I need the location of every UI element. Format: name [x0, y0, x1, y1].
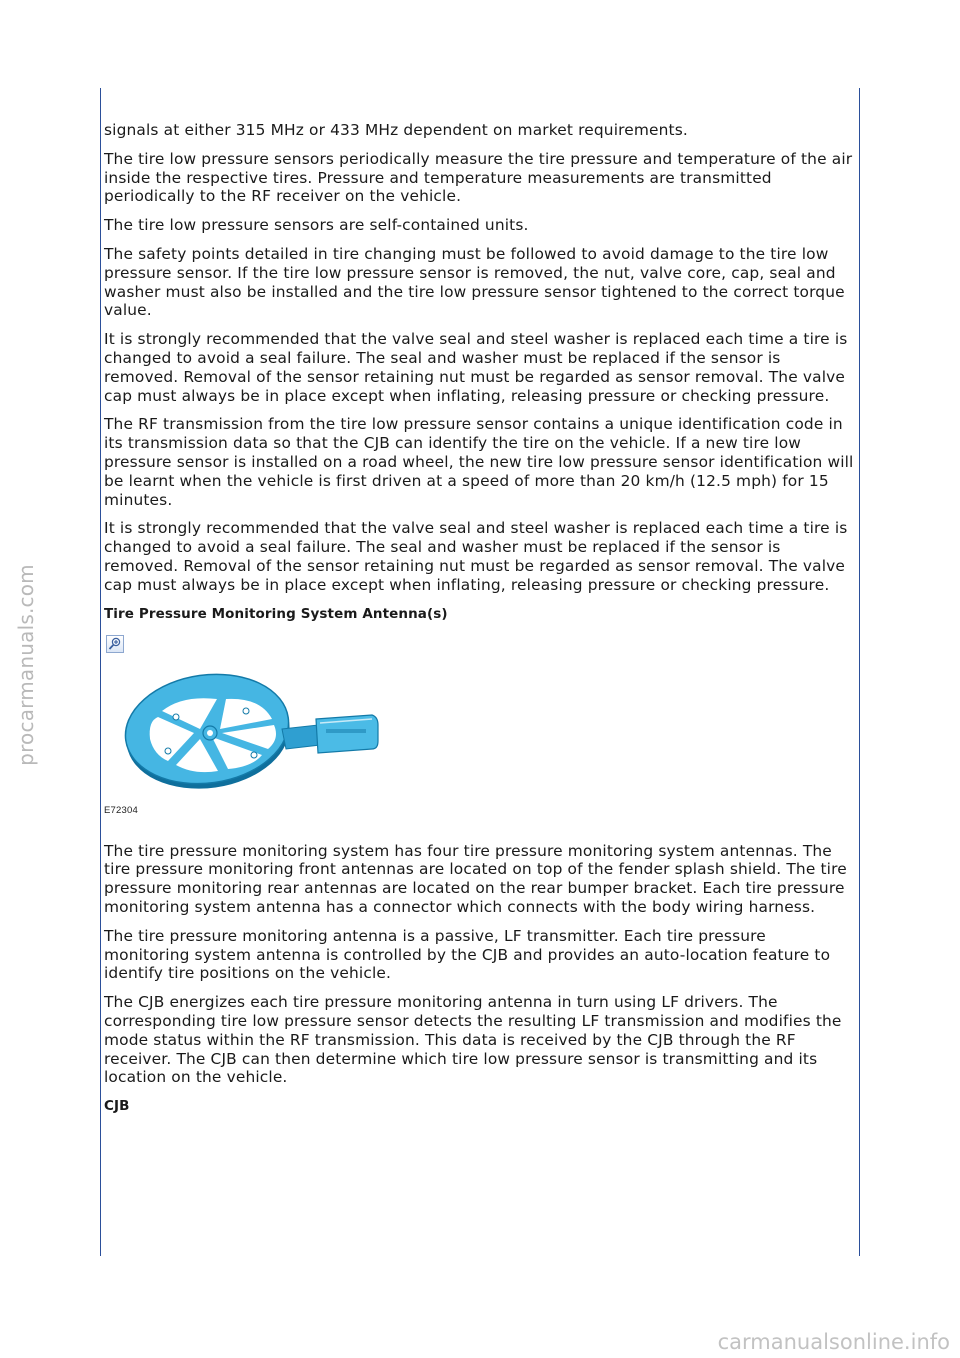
side-watermark	[6, 550, 46, 780]
left-margin-rule	[100, 88, 101, 1256]
paragraph: The RF transmission from the tire low pressure sensor contains a unique identification code in its transmission data so that the CJB can identify the tire on the vehicle. If a new tire low pressure sensor is installed on a road wheel, the new tire low pressure sensor identification will be learnt when the vehicle is first driven at a speed of more than 20 km/h (12.5 mph) for 15 minutes.	[104, 415, 854, 509]
paragraph: The safety points detailed in tire changing must be followed to avoid damage to the tire low pressure sensor. If the tire low pressure sensor is removed, the nut, valve core, cap, seal and washer must also be installed and the tire low pressure sensor tightened to the correct torque value.	[104, 244, 845, 320]
paragraph: It is strongly recommended that the valve seal and steel washer is replaced each time a tire is changed to avoid a seal failure. The seal and washer must be replaced if the sensor is removed. Removal of the sensor retaining nut must be regarded as sensor removal. The valve cap must always be in place except when inflating, releasing pressure or checking pressure.	[104, 330, 848, 405]
paragraph: The tire low pressure sensors periodically measure the tire pressure and temperature of the air inside the respective tires. Pressure and temperature measurements are transmitted periodically to the RF receiver on the vehicle.	[104, 149, 853, 206]
paragraph: The tire pressure monitoring system has four tire pressure monitoring system antennas. The tire pressure monitoring front antennas are located on top of the fender splash shield. The tire pressure monitoring rear antennas are located on the rear bumper bracket. Each tire pressure monitoring system antenna has a connector which connects with the body wiring harness.	[104, 841, 847, 916]
document-body	[104, 121, 856, 1123]
figure-label: E72304	[104, 804, 138, 816]
antenna-section-heading: Tire Pressure Monitoring System Antenna(s)	[104, 605, 448, 622]
cjb-section-heading: CJB	[104, 1098, 130, 1115]
paragraph: The tire pressure monitoring antenna is a passive, LF transmitter. Each tire pressure monitoring system antenna is controlled by the CJB and provides an auto-location feature to identify tire positions on the vehicle.	[104, 926, 831, 983]
paragraph: signals at either 315 MHz or 433 MHz dependent on market requirements.	[104, 121, 688, 139]
antenna-illustration	[122, 659, 392, 799]
antenna-figure	[104, 635, 856, 830]
bottom-watermark: carmanualsonline.info	[717, 1330, 950, 1354]
right-margin-rule	[859, 88, 860, 1256]
zoom-in-icon[interactable]	[106, 635, 124, 653]
side-watermark-text: procarmanuals.com	[14, 564, 39, 766]
paragraph: The tire low pressure sensors are self-contained units.	[104, 216, 529, 235]
paragraph: It is strongly recommended that the valve seal and steel washer is replaced each time a tire is changed to avoid a seal failure. The seal and washer must be replaced if the sensor is removed. Removal of the sensor retaining nut must be regarded as sensor removal. The valve cap must always be in place except when inflating, releasing pressure or checking pressure.	[104, 519, 848, 594]
paragraph: The CJB energizes each tire pressure monitoring antenna in turn using LF drivers. The corresponding tire low pressure sensor detects the resulting LF transmission and modifies the mode status within the RF transmission. This data is received by the CJB through the RF receiver. The CJB can then determine which tire low pressure sensor is transmitting and its location on the vehicle.	[104, 993, 842, 1087]
